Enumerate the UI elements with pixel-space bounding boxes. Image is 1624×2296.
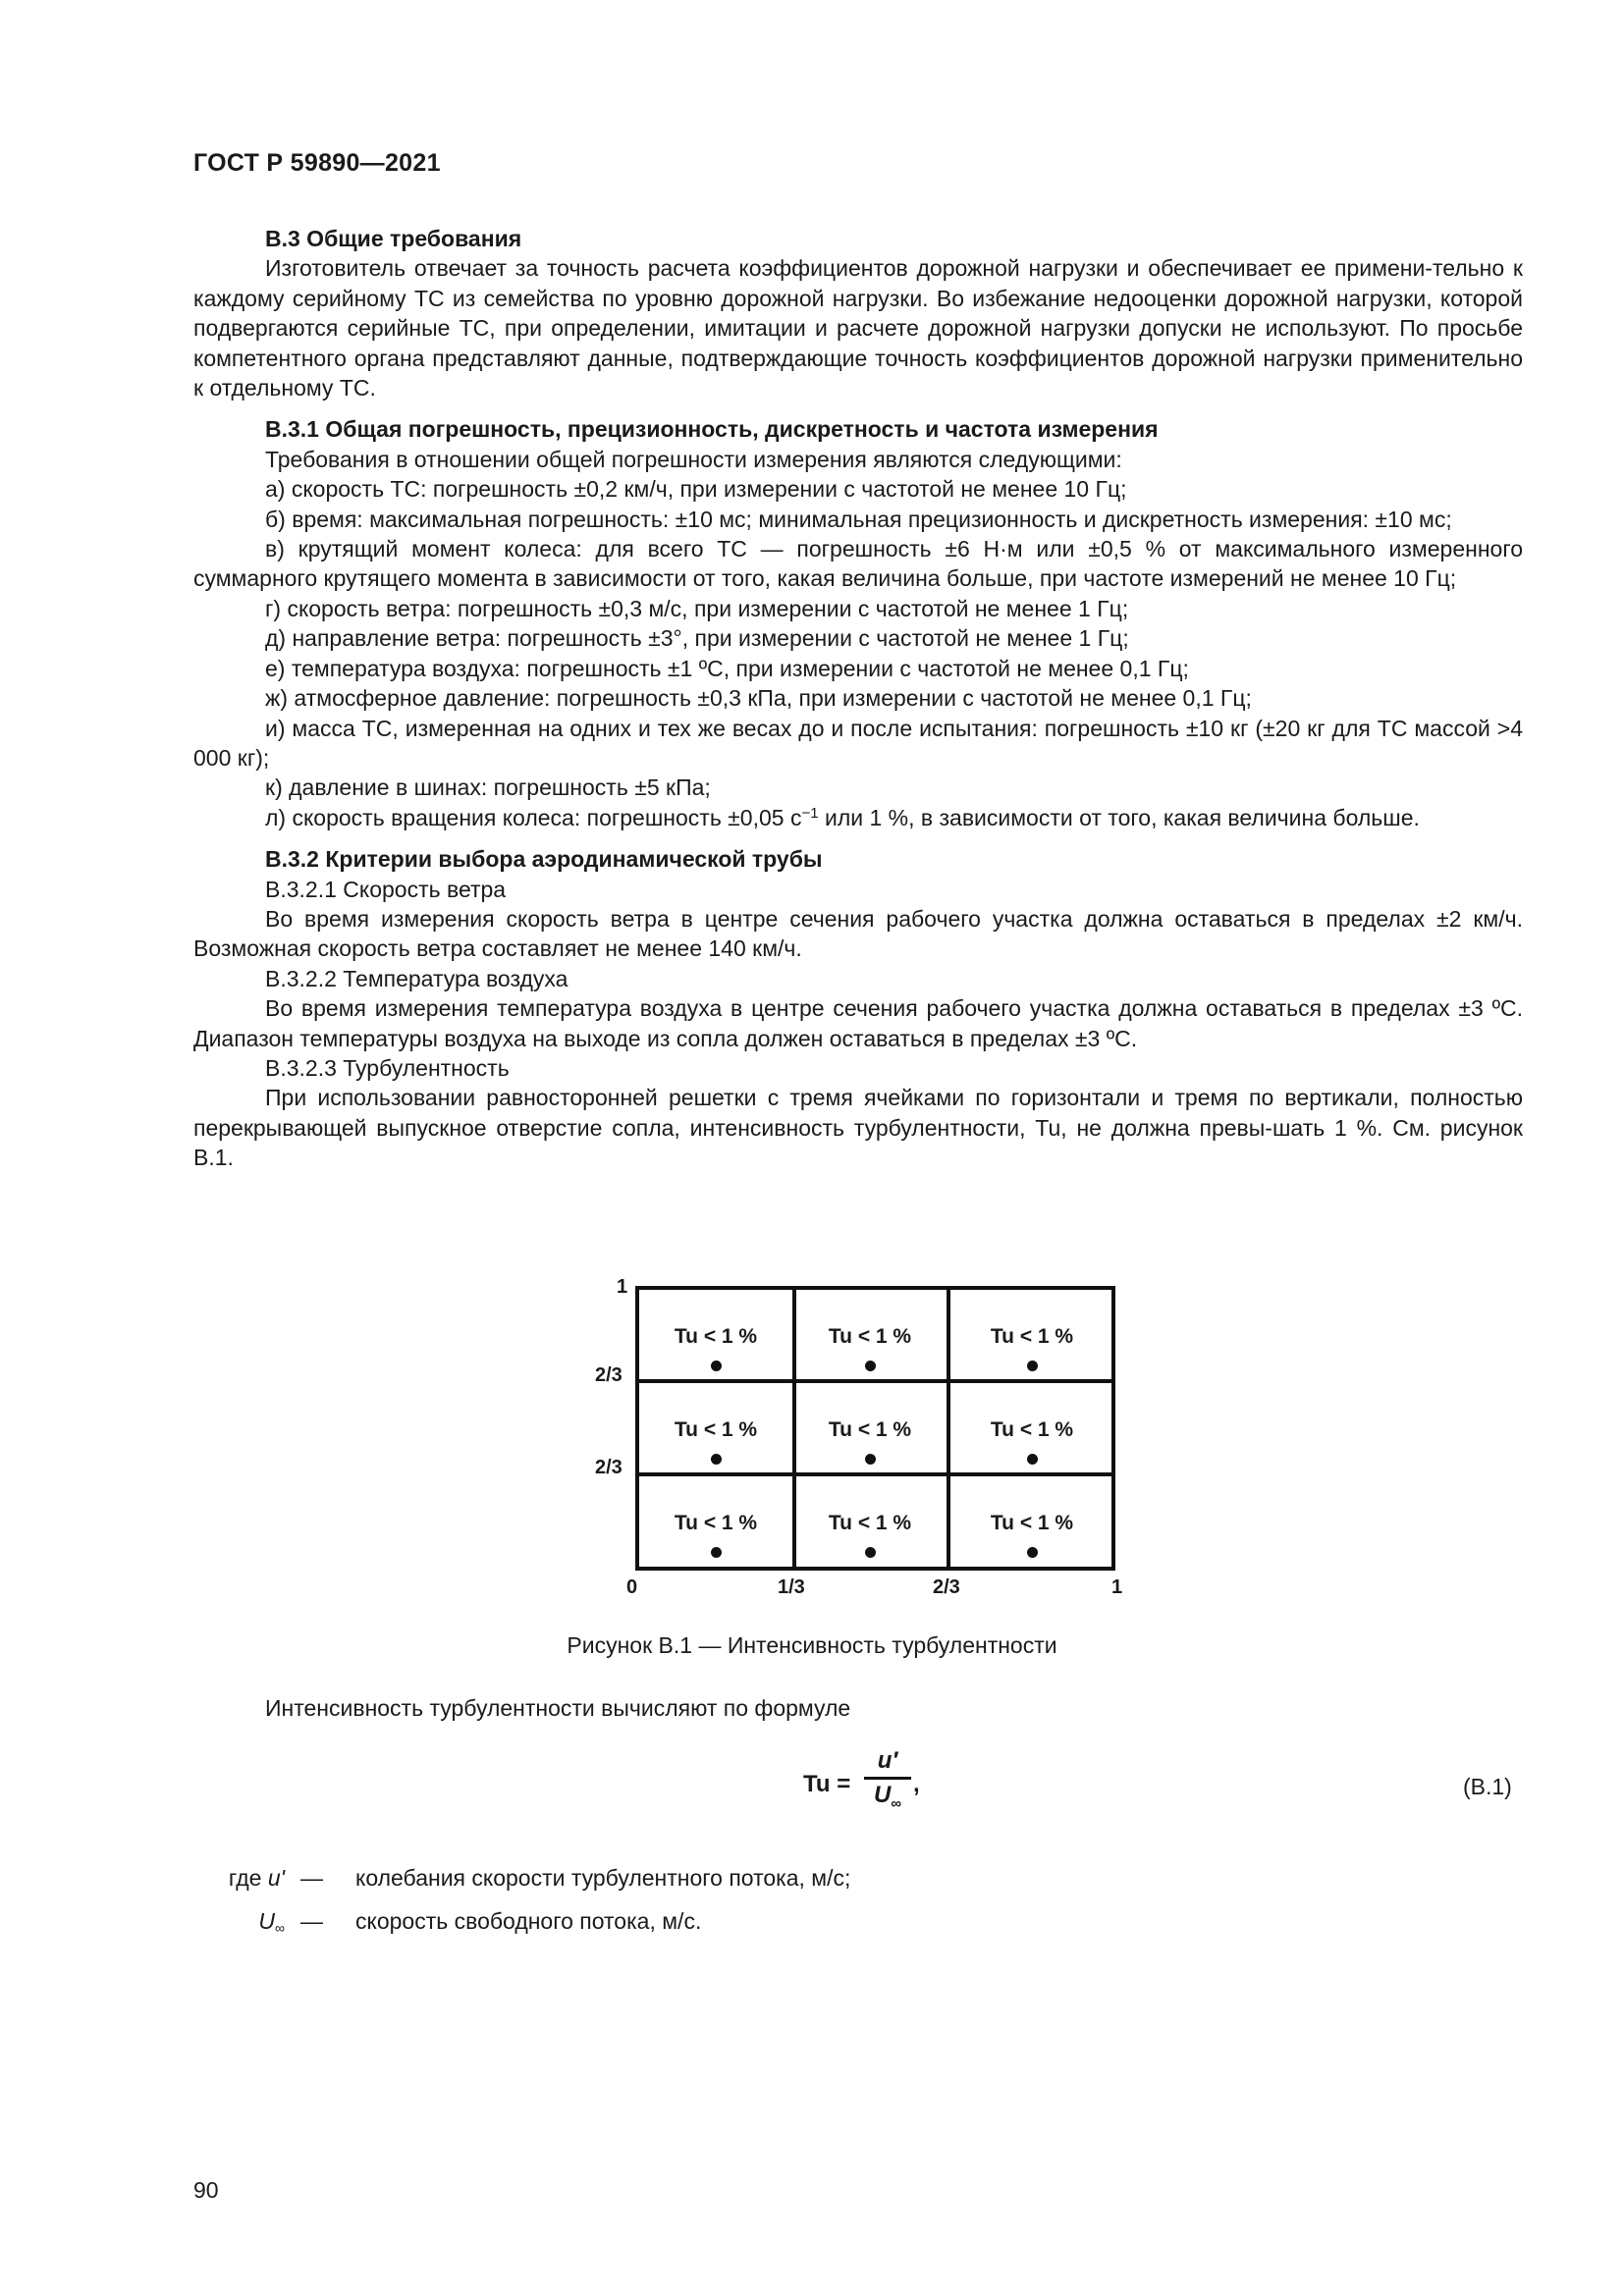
definition-dash: — xyxy=(300,1865,323,1891)
section-b3-paragraph: Изготовитель отвечает за точность расчета коэффициентов дорожной нагрузки и обеспечивает ее примени-тельно к каждому серийному ТС из семейства по уровню дорожной нагрузки. Во избежание недооценки дорожной нагрузки, которой подвергаются серийные ТС, при определении, имитации и расчете дорожной нагрузки допуски не используют. По просьбе компетентного органа представляют данные, подтверждающие точность коэффициентов дорожной нагрузки применительно к отдельному ТС. xyxy=(193,255,1523,401)
figure-caption: Рисунок В.1 — Интенсивность турбулентности xyxy=(567,1632,1057,1658)
main-text xyxy=(193,224,1523,1173)
list-item-v: в) крутящий момент колеса: для всего ТС — погрешность ±6 Н·м или ±0,5 % от максимального измеренного суммарного крутящего момента в зависимости от того, какая величина больше, при частоте измерений не менее 10 Гц; xyxy=(193,536,1523,592)
cell-label: Tu < 1 % xyxy=(828,1325,912,1348)
formula-number: (B.1) xyxy=(1463,1774,1512,1799)
cell-dot xyxy=(711,1454,722,1465)
cell-dot xyxy=(1027,1547,1038,1558)
formula-numerator: u′ xyxy=(877,1747,898,1774)
subsection-b323-title: В.3.2.3 Турбулентность xyxy=(265,1054,510,1081)
subsection-b321-text: Во время измерения скорость ветра в центре сечения рабочего участка должна оставаться в пределах ±2 км/ч. Возможная скорость ветра составляет не менее 140 км/ч. xyxy=(193,905,1523,962)
turbulence-grid-figure xyxy=(560,1276,1149,1600)
formula-denominator xyxy=(864,1782,911,1812)
denominator-symbol: U xyxy=(873,1782,892,1808)
formula-lhs: Tu = xyxy=(803,1771,851,1797)
cell-label: Tu < 1 % xyxy=(674,1418,758,1441)
x-axis-label-1: 1 xyxy=(1111,1576,1123,1598)
document-header: ГОСТ Р 59890—2021 xyxy=(193,149,441,177)
y-axis-label-2-3-lower: 2/3 xyxy=(595,1457,623,1478)
y-axis-label-2-3-upper: 2/3 xyxy=(595,1364,623,1386)
list-item-zh: ж) атмосферное давление: погрешность ±0,3 кПа, при измерении с частотой не менее 0,1 Гц; xyxy=(265,685,1252,712)
list-item-k: к) давление в шинах: погрешность ±5 кПа; xyxy=(265,774,711,801)
list-item-l-post: или 1 %, в зависимости от того, какая величина больше. xyxy=(818,804,1420,830)
cell-dot xyxy=(711,1361,722,1371)
cell-label: Tu < 1 % xyxy=(990,1512,1074,1534)
subsection-b321-title: В.3.2.1 Скорость ветра xyxy=(265,876,507,902)
cell-label: Tu < 1 % xyxy=(674,1512,758,1534)
definition-text: скорость свободного потока, м/с. xyxy=(355,1908,702,1934)
definition-symbol xyxy=(0,1865,285,1892)
definition-subscript: ∞ xyxy=(275,1920,285,1936)
cell-dot xyxy=(865,1454,876,1465)
cell-label: Tu < 1 % xyxy=(828,1418,912,1441)
list-item-l-sup: −1 xyxy=(801,804,819,822)
definition-prefix: где xyxy=(228,1865,268,1891)
section-b3-heading: В.3 Общие требования xyxy=(265,226,522,251)
cell-dot xyxy=(865,1361,876,1371)
cell-label: Tu < 1 % xyxy=(990,1418,1074,1441)
y-axis-label-1: 1 xyxy=(617,1276,628,1298)
list-item-i: и) масса ТС, измеренная на одних и тех же весах до и после испытания: погрешность ±10 кг (±20 кг для ТС массой >4 000 кг); xyxy=(193,715,1523,771)
x-axis-label-2-3: 2/3 xyxy=(933,1576,960,1598)
list-item-l-pre: л) скорость вращения колеса: погрешность ±0,05 с xyxy=(265,804,802,830)
section-b31-heading: В.3.1 Общая погрешность, прецизионность, дискретность и частота измерения xyxy=(265,416,1159,443)
section-b31-intro: Требования в отношении общей погрешности измерения являются следующими: xyxy=(265,446,1122,472)
formula-fraction xyxy=(864,1747,911,1812)
list-item-a: а) скорость ТС: погрешность ±0,2 км/ч, при измерении с частотой не менее 10 Гц; xyxy=(265,476,1127,503)
list-item-l xyxy=(193,803,1523,832)
x-axis-label-0: 0 xyxy=(626,1576,638,1598)
formula-b1 xyxy=(803,1739,1000,1838)
cell-dot xyxy=(711,1547,722,1558)
turbulence-grid xyxy=(635,1286,1115,1571)
formula-comma: , xyxy=(913,1771,920,1797)
grid-divider-v2 xyxy=(947,1290,950,1567)
grid-divider-h2 xyxy=(639,1472,1111,1476)
section-b32-heading: В.3.2 Критерии выбора аэродинамической трубы xyxy=(265,846,823,873)
list-item-e: е) температура воздуха: погрешность ±1 ºС, при измерении с частотой не менее 0,1 Гц; xyxy=(265,655,1189,681)
grid-divider-v1 xyxy=(792,1290,796,1567)
cell-dot xyxy=(1027,1454,1038,1465)
list-item-g: г) скорость ветра: погрешность ±0,3 м/с, при измерении с частотой не менее 1 Гц; xyxy=(265,595,1129,621)
grid-divider-h1 xyxy=(639,1379,1111,1383)
formula-intro: Интенсивность турбулентности вычисляют по формуле xyxy=(265,1695,851,1721)
subsection-b322-text: Во время измерения температура воздуха в центре сечения рабочего участка должна оставаться в пределах ±3 ºС. Диапазон температуры воздуха на выходе из сопла должен оставаться в пределах ±3 ºС. xyxy=(193,995,1523,1051)
subsection-b323-text: При использовании равносторонней решетки с тремя ячейками по горизонтали и тремя по вертикали, полностью перекрывающей выпускное отверстие сопла, интенсивность турбулентности, Tu, не должна превы-шать 1 %. См. рисунок В.1. xyxy=(193,1085,1523,1171)
list-item-d: д) направление ветра: погрешность ±3°, при измерении с частотой не менее 1 Гц; xyxy=(265,625,1129,652)
definition-symbol xyxy=(0,1908,285,1935)
cell-label: Tu < 1 % xyxy=(828,1512,912,1534)
fraction-bar xyxy=(864,1777,911,1780)
page-number: 90 xyxy=(193,2177,219,2203)
subsection-b322-title: В.3.2.2 Температура воздуха xyxy=(265,965,568,991)
list-item-b: б) время: максимальная погрешность: ±10 мс; минимальная прецизионность и дискретность измерения: ±10 мс; xyxy=(265,506,1452,532)
cell-dot xyxy=(1027,1361,1038,1371)
cell-dot xyxy=(865,1547,876,1558)
definition-variable: U xyxy=(258,1908,276,1934)
definition-variable: u' xyxy=(267,1865,285,1891)
definition-dash: — xyxy=(300,1908,323,1934)
cell-label: Tu < 1 % xyxy=(990,1325,1074,1348)
denominator-subscript: ∞ xyxy=(891,1795,902,1812)
x-axis-label-1-3: 1/3 xyxy=(778,1576,805,1598)
cell-label: Tu < 1 % xyxy=(674,1325,758,1348)
definition-text: колебания скорости турбулентного потока, м/с; xyxy=(355,1865,851,1891)
